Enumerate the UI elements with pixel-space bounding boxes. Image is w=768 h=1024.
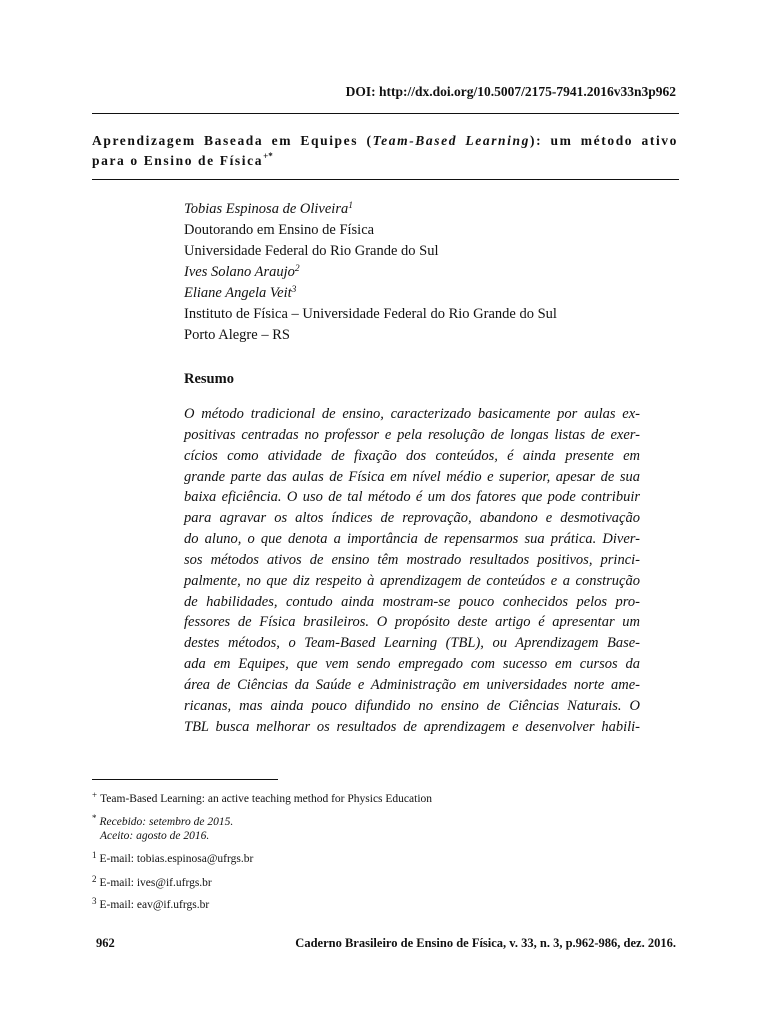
- abstract-line: TBL busca melhorar os resultados de aprendizagem e desenvolver habili-: [184, 718, 640, 735]
- abstract-line: baixa eficiência. O uso de tal método é um dos fatores que pode contribuir: [184, 489, 640, 506]
- abstract-line: do aluno, o que denota a importância de repensarmos sua prática. Diver-: [184, 531, 640, 548]
- footnote-rule: [92, 779, 278, 780]
- footnote-2-email[interactable]: E-mail: ives@if.ufrgs.br: [99, 877, 212, 889]
- footnote-3: [92, 898, 209, 912]
- abstract-line: positivas centradas no professor e pela resolução de longas listas de exer-: [184, 426, 640, 443]
- author-2-name: Ives Solano Araujo: [184, 264, 295, 280]
- footnote-1: [92, 852, 253, 866]
- footnote-received: Recebido: setembro de 2015.: [99, 816, 234, 828]
- abstract-line: grande parte das aulas de Física em nível médio e superior, apesar de sua: [184, 468, 640, 485]
- abstract-line: fessores de Física brasileiros. O propósito deste artigo é apresentar um: [184, 614, 640, 631]
- title-rule-bottom: [92, 179, 679, 180]
- author-2: [184, 262, 557, 283]
- abstract-line: O método tradicional de ensino, caracterizado basicamente por aulas ex-: [184, 406, 640, 422]
- abstract-line: de habilidades, contudo ainda mostram-se pouco conhecidos pelos pro-: [184, 593, 640, 610]
- author-3: [184, 283, 557, 304]
- author-1: [184, 199, 557, 220]
- footnote-2: [92, 876, 212, 890]
- footnote-2-mark: 2: [92, 874, 97, 884]
- footnote-3-email[interactable]: E-mail: eav@if.ufrgs.br: [99, 899, 210, 911]
- author-3-mark: 3: [291, 285, 297, 295]
- author-1-mark: 1: [348, 201, 353, 211]
- footnote-star: [92, 815, 233, 843]
- institute: Instituto de Física – Universidade Federal do Rio Grande do Sul: [184, 306, 557, 322]
- footnote-3-mark: 3: [92, 896, 97, 906]
- title-footnote-marks: +*: [263, 151, 273, 161]
- title-part2: ): um método ativo para o Ensino de Física: [92, 133, 678, 168]
- city: Porto Alegre – RS: [184, 327, 290, 343]
- abstract-line: palmente, no que diz respeito à aprendizagem de conteúdos e a construção: [184, 572, 640, 589]
- footnote-accepted: Aceito: agosto de 2016.: [100, 830, 210, 842]
- footnote-plus-mark: +: [92, 790, 98, 800]
- journal-citation: Caderno Brasileiro de Ensino de Física, v. 33, n. 3, p.962-986, dez. 2016.: [295, 936, 676, 950]
- abstract-line: ada em Equipes, que vem sendo empregado com sucesso em cursos da: [184, 656, 640, 673]
- title-part1: Aprendizagem Baseada em Equipes (: [92, 133, 373, 148]
- author-1-affiliation: Universidade Federal do Rio Grande do Sul: [184, 243, 439, 259]
- footnote-plus: [92, 792, 432, 806]
- author-block: [184, 199, 557, 346]
- title-italic: Team-Based Learning: [372, 133, 530, 148]
- abstract-line: ricanas, mas ainda pouco difundido no ensino de Ciências Naturais. O: [184, 697, 640, 714]
- footnote-plus-text: Team-Based Learning: an active teaching method for Physics Education: [100, 793, 433, 805]
- footnote-star-mark: *: [92, 813, 97, 823]
- abstract-heading: Resumo: [184, 371, 234, 387]
- author-1-name: Tobias Espinosa de Oliveira: [184, 201, 349, 217]
- doi-link[interactable]: DOI: http://dx.doi.org/10.5007/2175-7941.2016v33n3p962: [345, 84, 676, 99]
- abstract-line: para agravar os altos índices de reprovação, abandono e desmotivação: [184, 510, 640, 527]
- footnote-1-email[interactable]: E-mail: tobias.espinosa@ufrgs.br: [99, 853, 254, 865]
- author-3-name: Eliane Angela Veit: [184, 285, 292, 301]
- article-title: [92, 131, 678, 171]
- abstract-line: destes métodos, o Team-Based Learning (TBL), ou Aprendizagem Base-: [184, 635, 640, 652]
- page-number: 962: [96, 936, 115, 950]
- abstract-line: área de Ciências da Saúde e Administração em universidades norte ame-: [184, 676, 640, 693]
- abstract-line: sos métodos ativos de ensino têm mostrado resultados positivos, princi-: [184, 551, 640, 568]
- footnote-1-mark: 1: [92, 850, 97, 860]
- title-rule-top: [92, 113, 679, 114]
- abstract-line: cícios como atividade de fixação dos conteúdos, é ainda presente em: [184, 447, 640, 464]
- author-2-mark: 2: [294, 264, 300, 274]
- abstract-body: [184, 404, 640, 738]
- author-1-role: Doutorando em Ensino de Física: [184, 222, 375, 238]
